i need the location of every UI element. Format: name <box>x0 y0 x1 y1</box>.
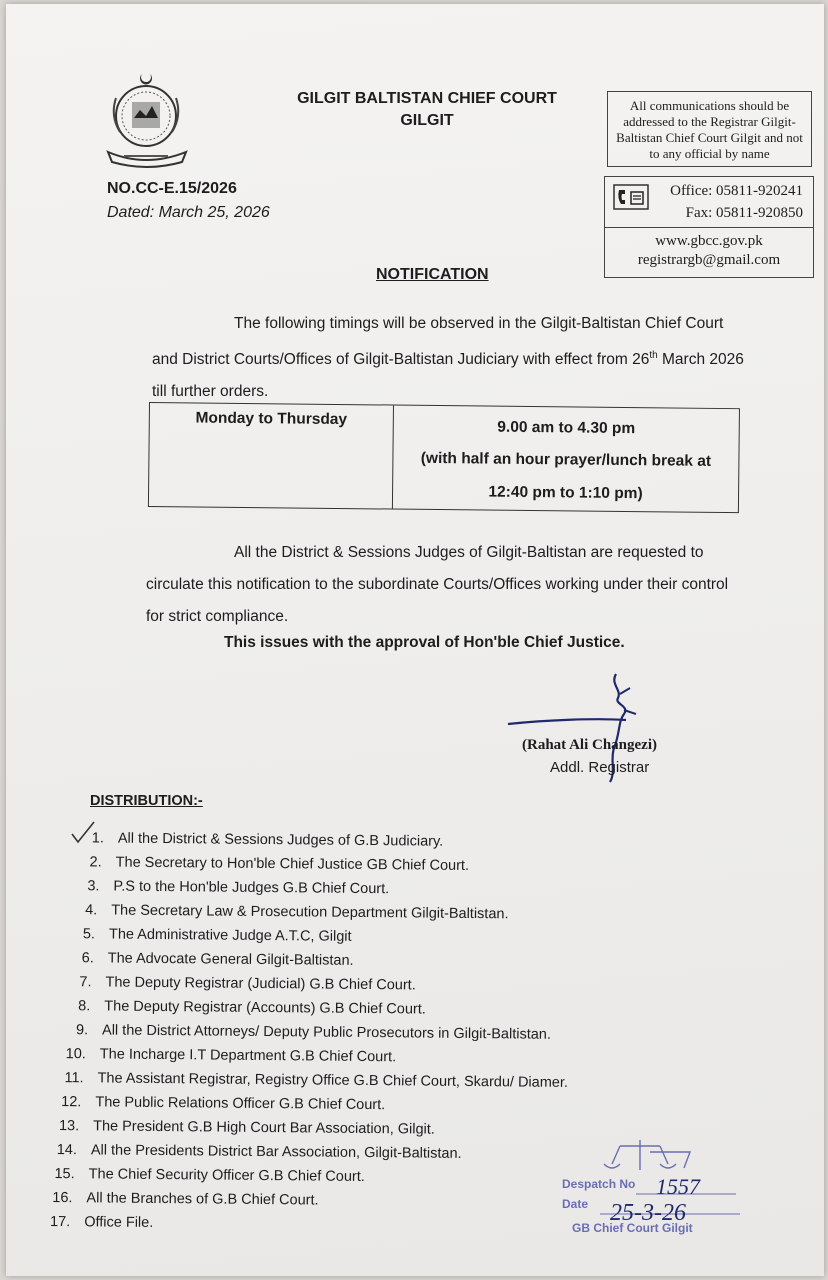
despatch-date: 25-3-26 <box>610 1200 686 1226</box>
list-item-number: 12. <box>61 1094 82 1111</box>
stamp-office-name: GB Chief Court Gilgit <box>572 1221 693 1235</box>
court-emblem-icon <box>104 68 190 168</box>
list-item-number: 2. <box>89 854 102 871</box>
timings-table <box>148 402 740 513</box>
table-break-line-1: (with half an hour prayer/lunch break at <box>420 449 712 470</box>
document-page <box>6 4 824 1276</box>
list-item-number: 15. <box>54 1166 75 1183</box>
list-item-number: 14. <box>56 1142 78 1159</box>
table-days-cell: Monday to Thursday <box>195 409 348 429</box>
list-item-number: 9. <box>75 1022 89 1039</box>
website-link[interactable]: www.gbcc.gov.pk <box>655 233 763 249</box>
list-item-text: All the Presidents District Bar Association, Gilgit-Baltistan. <box>90 1142 462 1162</box>
court-city: GILGIT <box>400 112 454 129</box>
phone-fax-icon <box>613 184 649 210</box>
signatory-name: (Rahat Ali Changezi) <box>522 737 657 753</box>
timings-paragraph <box>152 308 752 408</box>
phone-section <box>605 177 813 228</box>
list-item-text: The Deputy Registrar (Accounts) G.B Chief Court. <box>104 998 426 1018</box>
distribution-heading: DISTRIBUTION:- <box>90 793 203 809</box>
reference-number: NO.CC-E.15/2026 <box>107 180 237 197</box>
signatory-designation: Addl. Registrar <box>550 759 650 776</box>
email-link[interactable]: registrargb@gmail.com <box>637 252 781 268</box>
list-item-text: The Secretary to Hon'ble Chief Justice GB Chief Court. <box>115 854 470 874</box>
list-item-text: Office File. <box>84 1214 154 1231</box>
list-item-text: P.S to the Hon'ble Judges G.B Chief Court. <box>113 878 390 898</box>
list-item-number: 16. <box>52 1189 73 1207</box>
list-item-number: 3. <box>87 878 100 895</box>
timings-date-suffix: th <box>649 350 658 361</box>
list-item-number: 10. <box>65 1046 86 1063</box>
list-item-number: 13. <box>58 1118 80 1135</box>
reference-date: Dated: March 25, 2026 <box>107 204 270 221</box>
list-item-number: 11. <box>64 1070 84 1087</box>
despatch-number: 1557 <box>656 1174 700 1199</box>
notification-heading: NOTIFICATION <box>376 266 489 283</box>
list-item-text: The Deputy Registrar (Judicial) G.B Chief Court. <box>105 974 416 994</box>
court-title <box>282 88 572 132</box>
list-item-text: All the Branches of G.B Chief Court. <box>86 1190 319 1209</box>
despatch-label: Despatch No <box>562 1177 636 1191</box>
list-item-number: 17. <box>49 1213 71 1231</box>
list-item-text: The President G.B High Court Bar Association, Gilgit. <box>93 1118 435 1138</box>
table-hours-cell: 9.00 am to 4.30 pm <box>497 418 636 438</box>
court-name: GILGIT BALTISTAN CHIEF COURT <box>297 90 557 107</box>
correspondence-notice-box <box>607 91 812 167</box>
list-item-number: 1. <box>91 830 104 847</box>
list-item-text: The Administrative Judge A.T.C, Gilgit <box>108 926 352 945</box>
office-phone: Office: 05811-920241 <box>670 183 803 199</box>
list-item-text: The Advocate General Gilgit-Baltistan. <box>107 950 354 969</box>
list-item-text: All the District Attorneys/ Deputy Public Prosecutors in Gilgit-Baltistan. <box>102 1022 552 1043</box>
list-item-text: The Chief Security Officer G.B Chief Court. <box>88 1166 365 1185</box>
list-item-number: 7. <box>79 974 92 991</box>
list-item-text: All the District & Sessions Judges of G.B Judiciary. <box>117 830 444 850</box>
correspondence-notice: All communications should be addressed to the Registrar Gilgit-Baltistan Chief Court Gilgit and not to any official by name <box>616 98 803 161</box>
list-item-text: The Secretary Law & Prosecution Department Gilgit-Baltistan. <box>111 902 509 923</box>
timings-text-start: The following timings will be observed in the Gilgit-Baltistan Chief Court and District Courts/Offices of Gilgit-Baltistan Judiciary with effect from 26 <box>152 315 724 369</box>
approval-line: This issues with the approval of Hon'ble Chief Justice. <box>224 634 625 651</box>
list-item-number: 6. <box>81 950 94 967</box>
list-item-text: The Assistant Registrar, Registry Office G.B Chief Court, Skardu/ Diamer. <box>97 1070 569 1091</box>
date-label: Date <box>562 1197 589 1211</box>
fax-number: Fax: 05811-920850 <box>685 205 803 221</box>
list-item-number: 8. <box>78 998 91 1015</box>
contact-box <box>604 176 814 278</box>
list-item-text: The Incharge I.T Department G.B Chief Court. <box>99 1046 397 1066</box>
timings-text-end: March 2026 till further orders. <box>152 351 744 401</box>
despatch-stamp <box>560 1132 800 1252</box>
list-item-text: The Public Relations Officer G.B Chief Court. <box>95 1094 386 1114</box>
circulation-paragraph: All the District & Sessions Judges of Gilgit-Baltistan are requested to circulate this notification to the subordinate Courts/Offices working under their control for strict compliance. <box>146 544 729 625</box>
tick-mark-icon <box>70 820 96 846</box>
table-break-line-2: 12:40 pm to 1:10 pm) <box>488 483 643 503</box>
list-item-number: 5. <box>82 926 96 943</box>
list-item-number: 4. <box>85 902 98 919</box>
